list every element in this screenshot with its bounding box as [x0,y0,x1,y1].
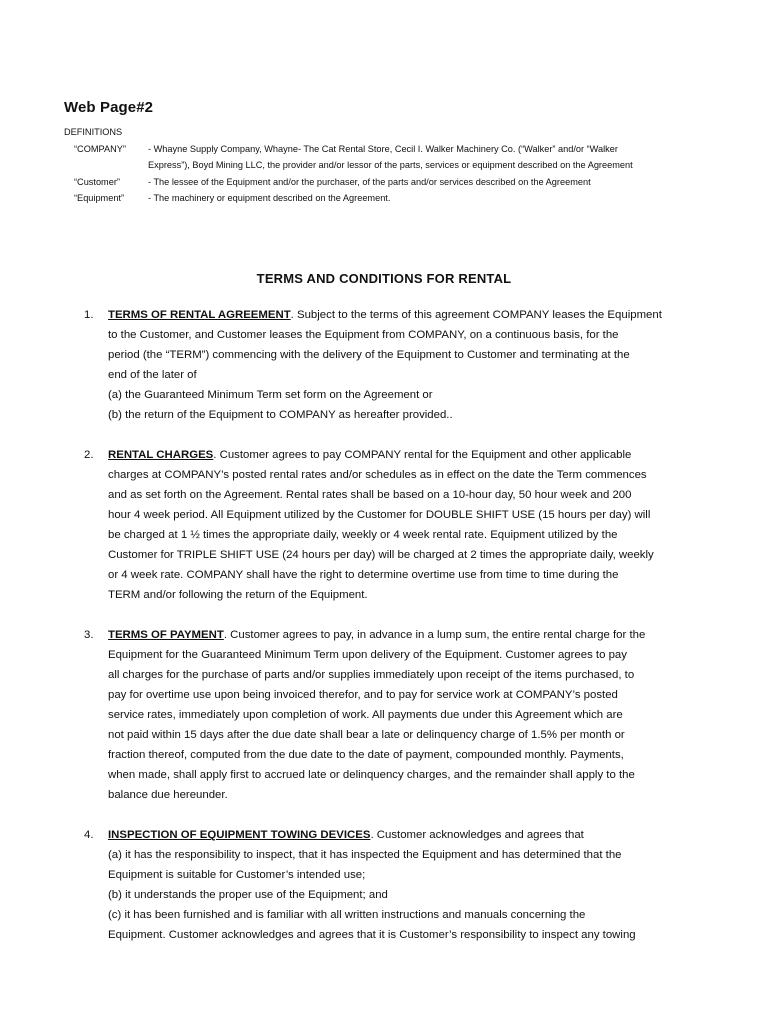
definition-line: - The lessee of the Equipment and/or the purchaser, of the parts and/or services described on the Agreement [148,176,591,187]
clause [84,305,706,425]
clause-line: not paid within 15 days after the due date shall bear a late or delinquency charge of 1.5% per month or [108,729,625,741]
page-title: Web Page#2 [64,99,154,116]
clause-line: to the Customer, and Customer leases the Equipment from COMPANY, on a continuous basis, for the [108,329,619,341]
clause-title: INSPECTION OF EQUIPMENT TOWING DEVICES [108,829,371,841]
clause-number: 3. [84,629,94,641]
clause-text: . Customer agrees to pay, in advance in a lump sum, the entire rental charge for the [223,629,646,641]
clause-line: balance due hereunder. [108,789,228,801]
clause-line: (b) the return of the Equipment to COMPANY as hereafter provided.. [108,409,453,421]
definition-line: - Whayne Supply Company, Whayne- The Cat Rental Store, Cecil I. Walker Machinery Co. (“Walker” and/or “Walker [148,143,618,154]
clause [84,825,706,945]
definition-row [64,141,704,174]
definition-term: “COMPANY” [74,143,126,154]
clause-title: RENTAL CHARGES [108,449,214,461]
clause [84,625,706,805]
clause-line: hour 4 week period. All Equipment utilized by the Customer for DOUBLE SHIFT USE (15 hours per day) will [108,509,651,521]
clause-line: (a) it has the responsibility to inspect, that it has inspected the Equipment and has determined that the [108,849,622,861]
clause-line: when made, shall apply first to accrued late or delinquency charges, and the remainder shall apply to the [108,769,635,781]
clause-line [108,625,706,645]
definition-text [148,174,704,191]
clause-line: or 4 week rate. COMPANY shall have the right to determine overtime use from time to time during the [108,569,619,581]
clause-body [108,625,706,805]
clause-body [108,305,706,425]
definition-text [148,190,704,207]
clause-line: Customer for TRIPLE SHIFT USE (24 hours per day) will be charged at 2 times the appropriate daily, weekly [108,549,654,561]
definition-row [64,174,704,191]
definitions-heading: DEFINITIONS [64,127,123,137]
clause-number: 1. [84,309,94,321]
definitions-section [64,124,704,207]
clause-line [108,825,706,845]
document-heading: TERMS AND CONDITIONS FOR RENTAL [256,271,512,286]
clause-text: . Customer acknowledges and agrees that [370,829,584,841]
definition-row [64,190,704,207]
clause-line: (b) it understands the proper use of the Equipment; and [108,889,388,901]
clause-line: all charges for the purchase of parts and/or supplies immediately upon receipt of the items purchased, to [108,669,635,681]
clauses-list [84,305,706,965]
clause-line: and as set forth on the Agreement. Rental rates shall be based on a 10-hour day, 50 hour week and 200 [108,489,632,501]
clause-number: 4. [84,829,94,841]
clause-line: pay for overtime use upon being invoiced therefor, and to pay for service work at COMPANY’s posted [108,689,618,701]
clause-line [108,445,706,465]
clause-title: TERMS OF PAYMENT [108,629,224,641]
clause-text: . Subject to the terms of this agreement COMPANY leases the Equipment [290,309,662,321]
clause-title: TERMS OF RENTAL AGREEMENT [108,309,291,321]
clause-line: Equipment is suitable for Customer’s intended use; [108,869,366,881]
clause-line: Equipment for the Guaranteed Minimum Term upon delivery of the Equipment. Customer agrees to pay [108,649,627,661]
definition-term: “Equipment” [74,193,125,204]
clause-line [108,305,706,325]
clause-line: be charged at 1 ½ times the appropriate daily, weekly or 4 week rental rate. Equipment utilized by the [108,529,618,541]
clause-line: (a) the Guaranteed Minimum Term set form on the Agreement or [108,389,433,401]
definition-term: “Customer” [74,176,120,187]
clause-line: period (the “TERM”) commencing with the delivery of the Equipment to Customer and terminating at the [108,349,630,361]
clause-line: service rates, immediately upon completion of work. All payments due under this Agreement which are [108,709,623,721]
clause-line: TERM and/or following the return of the Equipment. [108,589,368,601]
clause-line: fraction thereof, computed from the due date to the date of payment, compounded monthly. Payments, [108,749,624,761]
clause-text: . Customer agrees to pay COMPANY rental for the Equipment and other applicable [213,449,632,461]
clause-line: Equipment. Customer acknowledges and agrees that it is Customer’s responsibility to inspect any towing [108,929,636,941]
clause-line: (c) it has been furnished and is familiar with all written instructions and manuals concerning the [108,909,586,921]
clause-number: 2. [84,449,94,461]
clause-line: charges at COMPANY’s posted rental rates and/or schedules as in effect on the date the Term commences [108,469,647,481]
clause-body [108,445,706,605]
clause [84,445,706,605]
clause-body [108,825,706,945]
definition-text [148,141,704,174]
definition-line: - The machinery or equipment described on the Agreement. [148,193,391,204]
definition-line: Express”), Boyd Mining LLC, the provider and/or lessor of the parts, services or equipment described on the Agreement [148,160,633,171]
clause-line: end of the later of [108,369,197,381]
